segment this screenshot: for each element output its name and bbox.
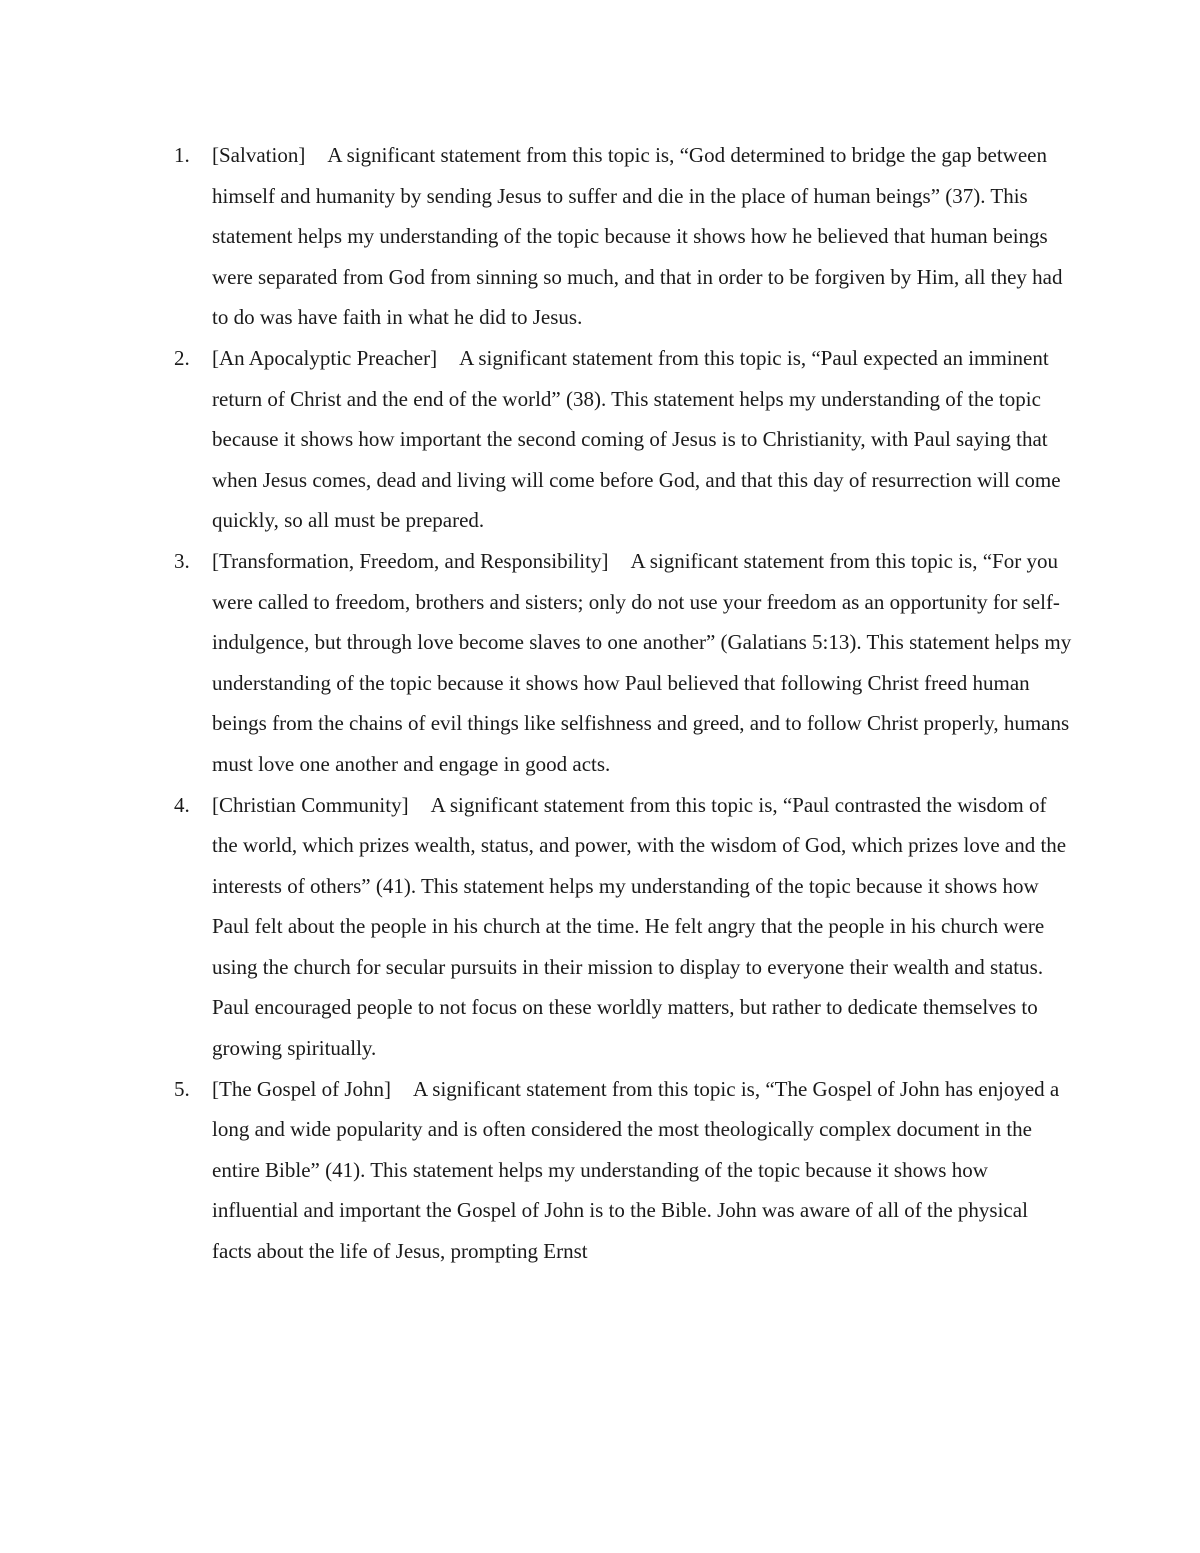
list-item-number: 5. xyxy=(174,1076,190,1101)
list-item-topic: [Christian Community] xyxy=(212,792,409,817)
list-item-topic: [An Apocalyptic Preacher] xyxy=(212,345,438,370)
list-item xyxy=(174,135,1072,338)
list-item-text xyxy=(212,541,1072,785)
list-item-text xyxy=(212,1069,1072,1272)
list-item xyxy=(174,785,1072,1069)
list-item-body: A significant statement from this topic is, “Paul contrasted the wisdom of the world, which prizes wealth, status, and power, with the wisdom of God, which prizes love and the interests of others” (41). This statement helps my understanding of the topic because it shows how Paul felt about the people in his church at the time. He felt angry that the people in his church were using the church for secular pursuits in their mission to display to everyone their wealth and status. Paul encouraged people to not focus on these worldly matters, but rather to dedicate themselves to growing spiritually. xyxy=(212,792,1067,1061)
list-item-number: 2. xyxy=(174,345,190,370)
list-item-text xyxy=(212,785,1072,1069)
list-item-topic: [The Gospel of John] xyxy=(212,1076,392,1101)
list-item-body: A significant statement from this topic is, “For you were called to freedom, brothers and sisters; only do not use your freedom as an opportunity for self-indulgence, but through love become slaves to one another” (Galatians 5:13). This statement helps my understanding of the topic because it shows how Paul believed that following Christ freed human beings from the chains of evil things like selfishness and greed, and to follow Christ properly, humans must love one another and engage in good acts. xyxy=(212,548,1072,776)
list-item-text xyxy=(212,338,1072,541)
list-item xyxy=(174,1069,1072,1272)
list-item-number: 3. xyxy=(174,548,190,573)
list-item-number: 1. xyxy=(174,143,190,167)
list-item-number: 4. xyxy=(174,792,190,817)
list-item xyxy=(174,338,1072,541)
list-item-text xyxy=(212,135,1072,338)
list-item-body: A significant statement from this topic is, “The Gospel of John has enjoyed a long and wide popularity and is often considered the most theologically complex document in the entire Bible” (41). This statement helps my understanding of the topic because it shows how influential and important the Gospel of John is to the Bible. John was aware of all of the physical facts about the life of Jesus, prompting Ernst xyxy=(212,1076,1060,1264)
list-item-topic: [Transformation, Freedom, and Responsibility] xyxy=(212,548,609,573)
numbered-list xyxy=(174,135,1072,1272)
list-item xyxy=(174,541,1072,785)
list-item-body: A significant statement from this topic is, “Paul expected an imminent return of Christ and the end of the world” (38). This statement helps my understanding of the topic because it shows how important the second coming of Jesus is to Christianity, with Paul saying that when Jesus comes, dead and living will come before God, and that this day of resurrection will come quickly, so all must be prepared. xyxy=(212,345,1061,533)
list-item-body: A significant statement from this topic is, “God determined to bridge the gap between himself and humanity by sending Jesus to suffer and die in the place of human beings” (37). This statement helps my understanding of the topic because it shows how he believed that human beings were separated from God from sinning so much, and that in order to be forgiven by Him, all they had to do was have faith in what he did to Jesus. xyxy=(212,143,1063,330)
list-item-topic: [Salvation] xyxy=(212,143,306,167)
